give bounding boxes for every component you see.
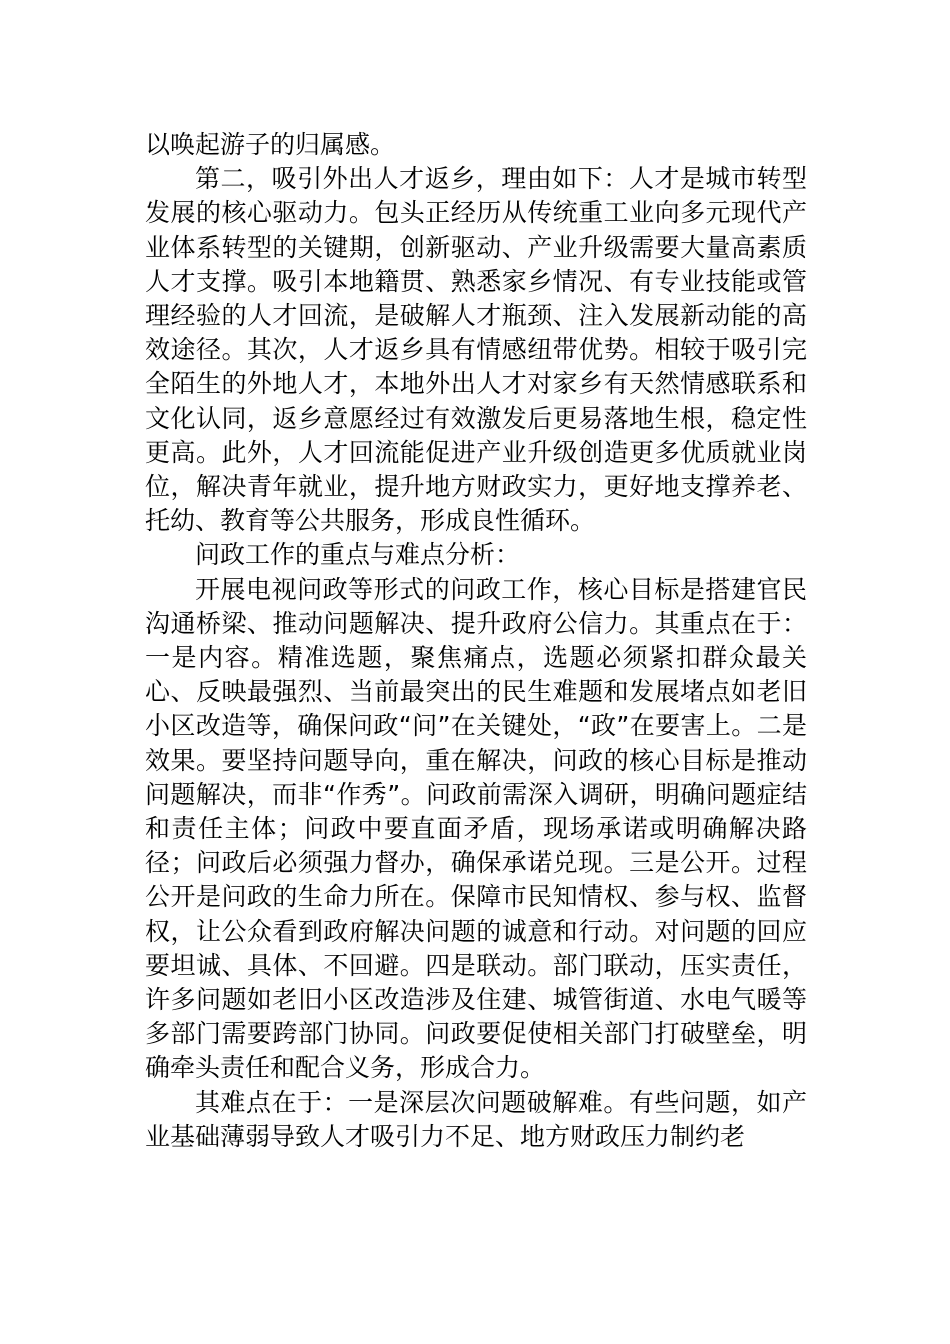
paragraph-continuation: 以唤起游子的归属感。 xyxy=(145,130,396,159)
paragraph-heading-analysis: 问政工作的重点与难点分析： xyxy=(195,540,521,570)
document-body xyxy=(145,128,807,1154)
paragraph-key-points: 开展电视问政等形式的问政工作，核心目标是搭建官民沟通桥梁、推动问题解决、提升政府公信力。其重点在于：一是内容。精准选题，聚焦痛点，选题必须紧扣群众最关心、反映最强烈、当前最突出的民生难题和发展堵点如老旧小区改造等，确保问政“问”在关键处，“政”在要害上。二是效果。要坚持问题导向，重在解决，问政的核心目标是推动问题解决，而非“作秀”。问政前需深入调研，明确问题症结和责任主体；问政中要直面矛盾，现场承诺或明确解决路径；问政后必须强力督办，确保承诺兑现。三是公开。过程公开是问政的生命力所在。保障市民知情权、参与权、监督权，让公众看到政府解决问题的诚意和行动。对问题的回应要坦诚、具体、不回避。四是联动。部门联动，压实责任，许多问题如老旧小区改造涉及住建、城管街道、水电气暖等多部门需要跨部门协同。问政要促使相关部门打破壁垒，明确牵头责任和配合义务，形成合力。 xyxy=(145,574,807,1083)
paragraph-talent-return: 第二，吸引外出人才返乡，理由如下：人才是城市转型发展的核心驱动力。包头正经历从传统重工业向多元现代产业体系转型的关键期，创新驱动、产业升级需要大量高素质人才支撑。吸引本地籍贯、熟悉家乡情况、有专业技能或管理经验的人才回流，是破解人才瓶颈、注入发展新动能的高效途径。其次，人才返乡具有情感纽带优势。相较于吸引完全陌生的外地人才，本地外出人才对家乡有天然情感联系和文化认同，返乡意愿经过有效激发后更易落地生根，稳定性更高。此外，人才回流能促进产业升级创造更多优质就业岗位，解决青年就业，提升地方财政实力，更好地支撑养老、托幼、教育等公共服务，形成良性循环。 xyxy=(145,164,807,536)
paragraph-difficulties: 其难点在于：一是深层次问题破解难。有些问题，如产业基础薄弱导致人才吸引力不足、地方财政压力制约老 xyxy=(145,1087,807,1151)
